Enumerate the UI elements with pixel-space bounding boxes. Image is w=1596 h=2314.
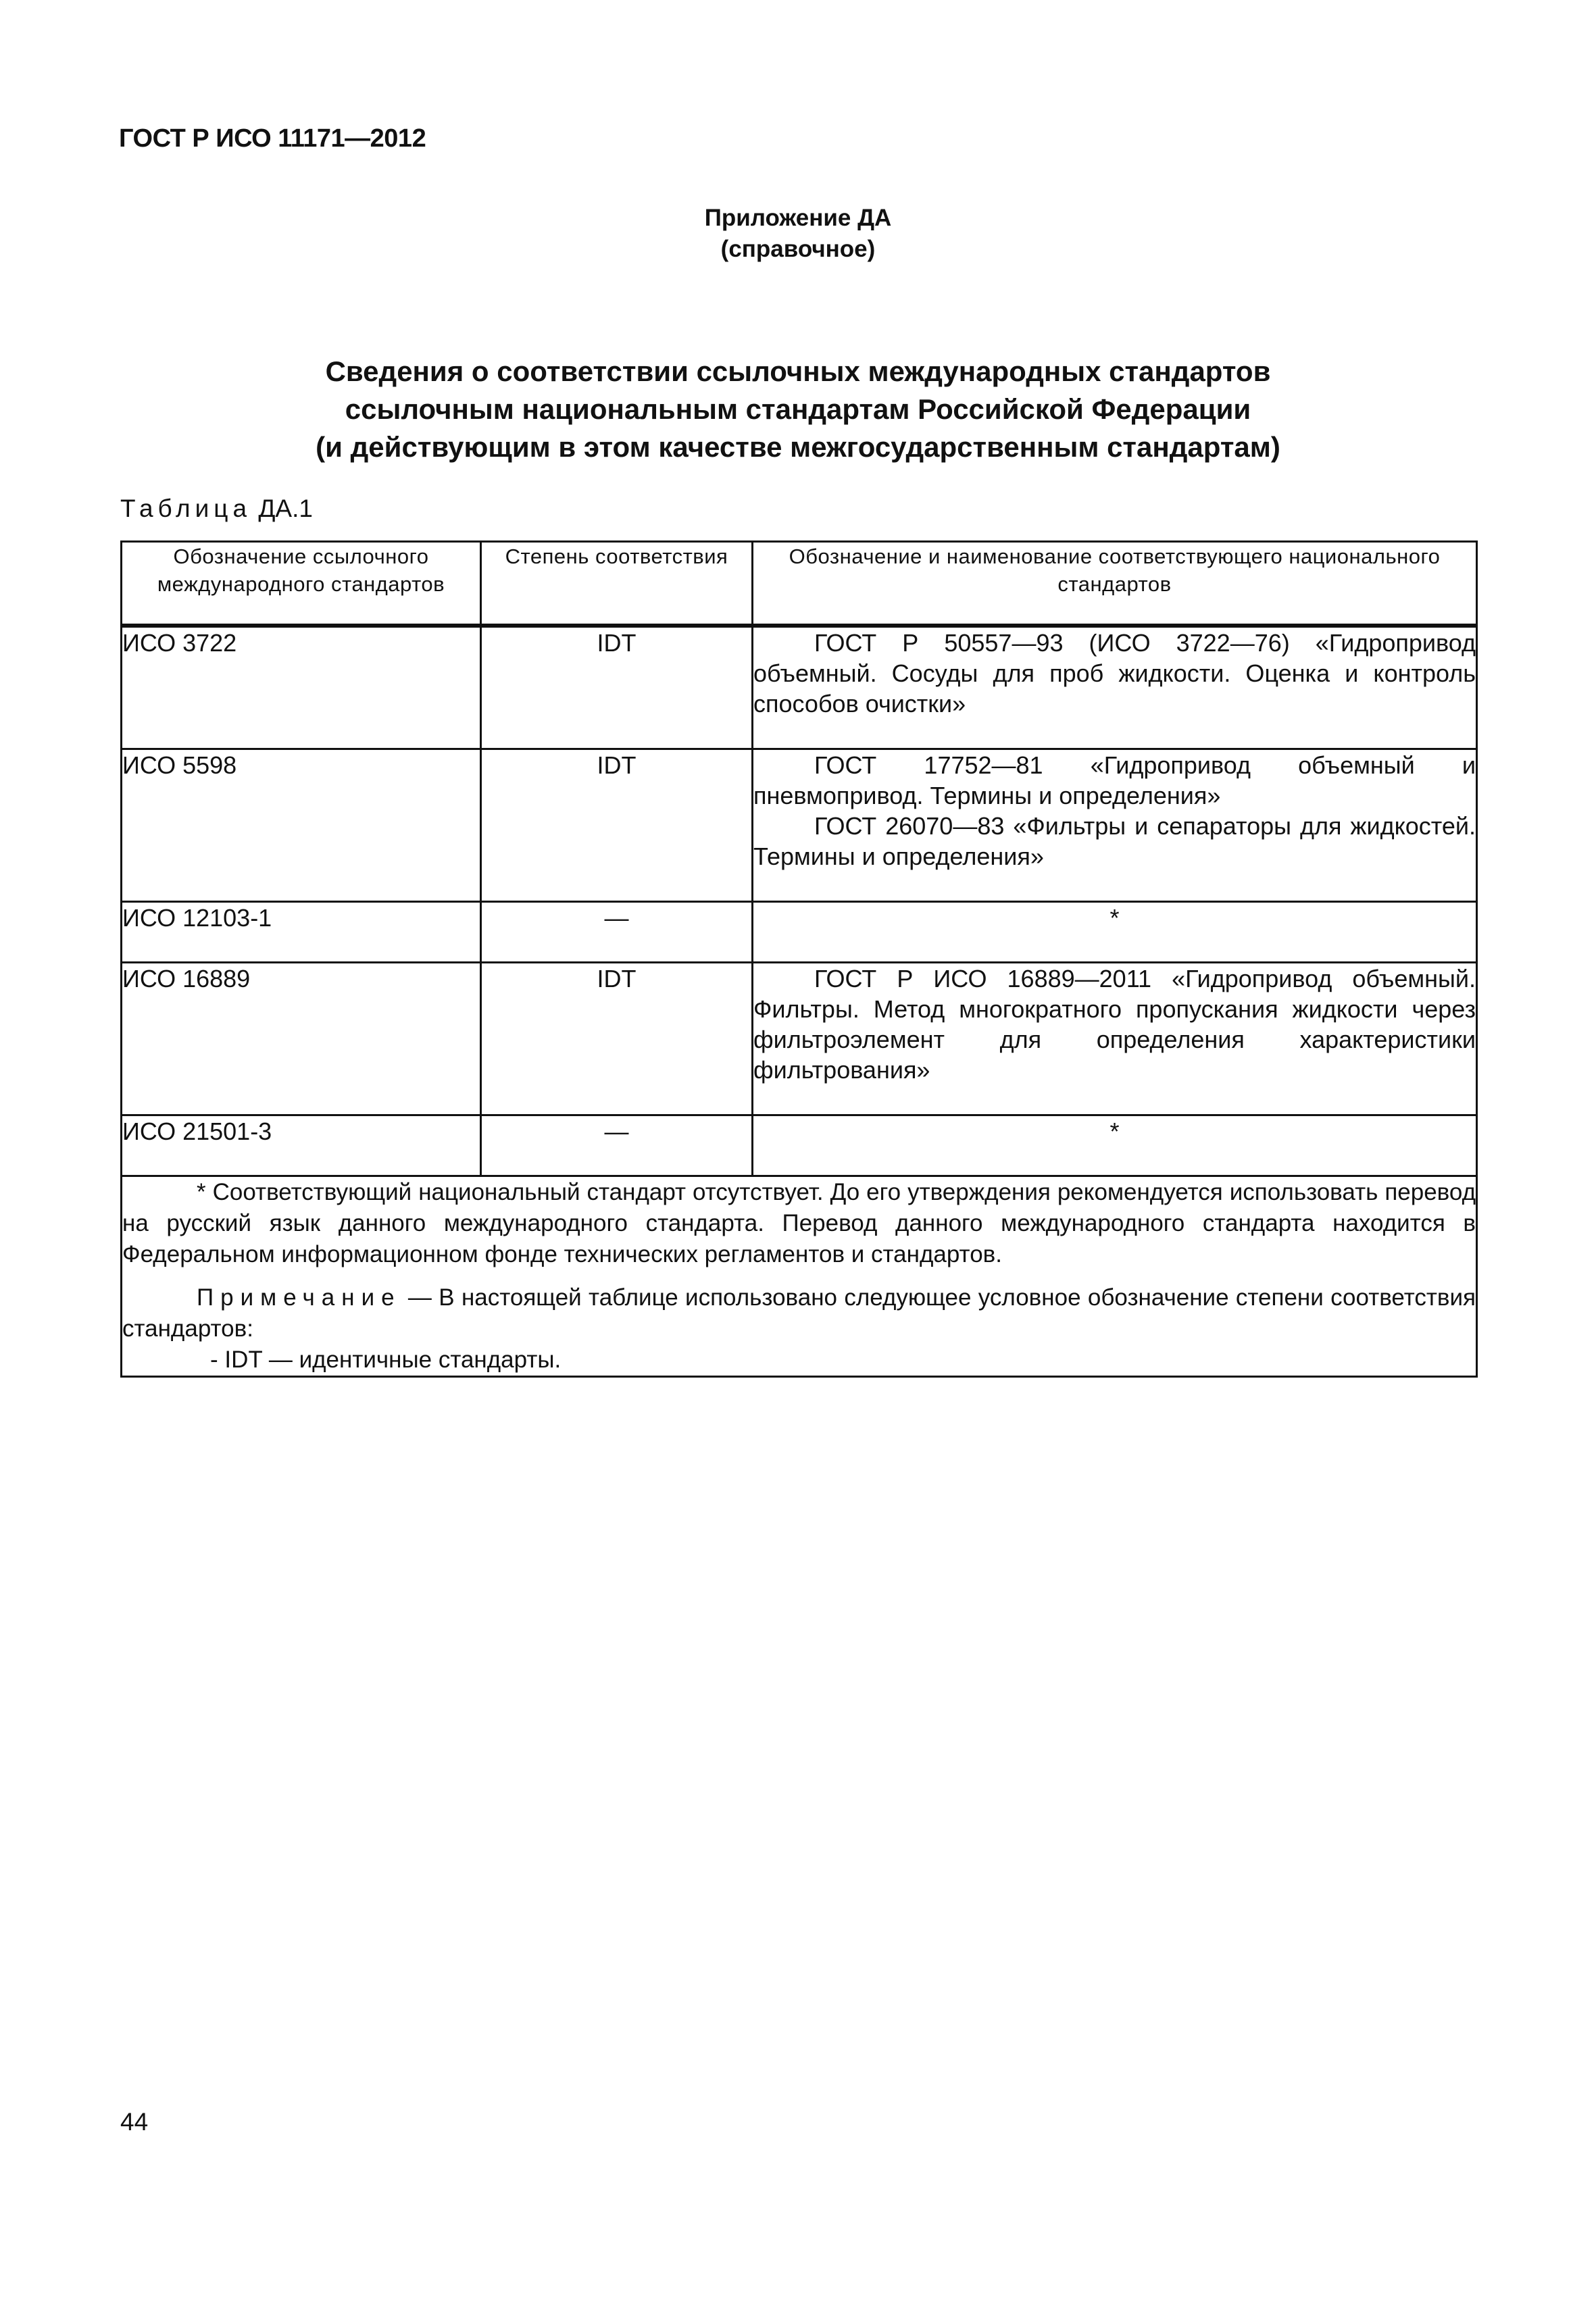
- section-heading: [0, 353, 1596, 466]
- note-label: Примечание: [197, 1284, 401, 1311]
- table-row: [122, 749, 1477, 901]
- national-standard-entry: ГОСТ 17752—81 «Гидропривод объемный и пневмопривод. Термины и определения»: [753, 751, 1476, 809]
- appendix-type: (справочное): [720, 236, 876, 262]
- table-label-prefix: Таблица: [120, 495, 252, 522]
- table-footnote-row: [122, 1176, 1477, 1376]
- table-row: [122, 962, 1477, 1115]
- page-number: 44: [120, 2108, 149, 2136]
- cell-degree: —: [481, 1115, 753, 1176]
- table-row: [122, 901, 1477, 962]
- table-label-number: ДА.1: [258, 495, 313, 522]
- national-standard-entry: ГОСТ 26070—83 «Фильтры и сепараторы для жидкостей. Термины и определения»: [753, 811, 1476, 870]
- column-header-international: Обозначение ссылочного международного стандартов: [122, 542, 481, 626]
- cell-national: [753, 749, 1477, 901]
- note-text: — В настоящей таблице использовано следующее условное обозначение степени соответствия стандартов:: [122, 1284, 1476, 1342]
- cell-national-absent: *: [753, 901, 1477, 962]
- correspondence-table: [120, 540, 1478, 1378]
- document-code-header: ГОСТ Р ИСО 11171—2012: [119, 124, 426, 153]
- cell-national-absent: *: [753, 1115, 1477, 1176]
- column-header-degree: Степень соответствия: [481, 542, 753, 626]
- column-header-national: Обозначение и наименование соответствующего национального стандартов: [753, 542, 1477, 626]
- table-row: [122, 1115, 1477, 1176]
- cell-iso: ИСО 3722: [122, 626, 481, 749]
- cell-national: [753, 626, 1477, 749]
- table-header-row: [122, 542, 1477, 626]
- table-label: [120, 495, 313, 523]
- cell-iso: ИСО 21501-3: [122, 1115, 481, 1176]
- heading-line: (и действующим в этом качестве межгосударственным стандартам): [316, 431, 1280, 463]
- national-standard-entry: ГОСТ Р 50557—93 (ИСО 3722—76) «Гидропривод объемный. Сосуды для проб жидкости. Оценка и контроль способов очистки»: [753, 629, 1476, 718]
- cell-iso: ИСО 12103-1: [122, 901, 481, 962]
- appendix-block: [0, 203, 1596, 265]
- appendix-title: Приложение ДА: [704, 205, 892, 231]
- cell-degree: —: [481, 901, 753, 962]
- footnote-cell: [122, 1176, 1477, 1376]
- cell-degree: IDT: [481, 962, 753, 1115]
- national-standard-entry: ГОСТ Р ИСО 16889—2011 «Гидропривод объемный. Фильтры. Метод многократного пропускания жидкости через фильтроэлемент для определения характеристики фильтрования»: [753, 964, 1476, 1084]
- cell-degree: IDT: [481, 626, 753, 749]
- heading-line: ссылочным национальным стандартам Российской Федерации: [345, 393, 1251, 425]
- cell-iso: ИСО 16889: [122, 962, 481, 1115]
- note-list-item: - IDT — идентичные стандарты.: [210, 1346, 562, 1373]
- note-paragraph: [122, 1282, 1476, 1344]
- heading-line: Сведения о соответствии ссылочных международных стандартов: [325, 355, 1271, 387]
- table-row: [122, 626, 1477, 749]
- cell-degree: IDT: [481, 749, 753, 901]
- cell-national: [753, 962, 1477, 1115]
- footnote-text: * Соответствующий национальный стандарт отсутствует. До его утверждения рекомендуется использовать перевод на русский язык данного международного стандарта. Перевод данного международного стандарта находится в Федеральном информационном фонде технических регламентов и стандартов.: [122, 1178, 1476, 1267]
- cell-iso: ИСО 5598: [122, 749, 481, 901]
